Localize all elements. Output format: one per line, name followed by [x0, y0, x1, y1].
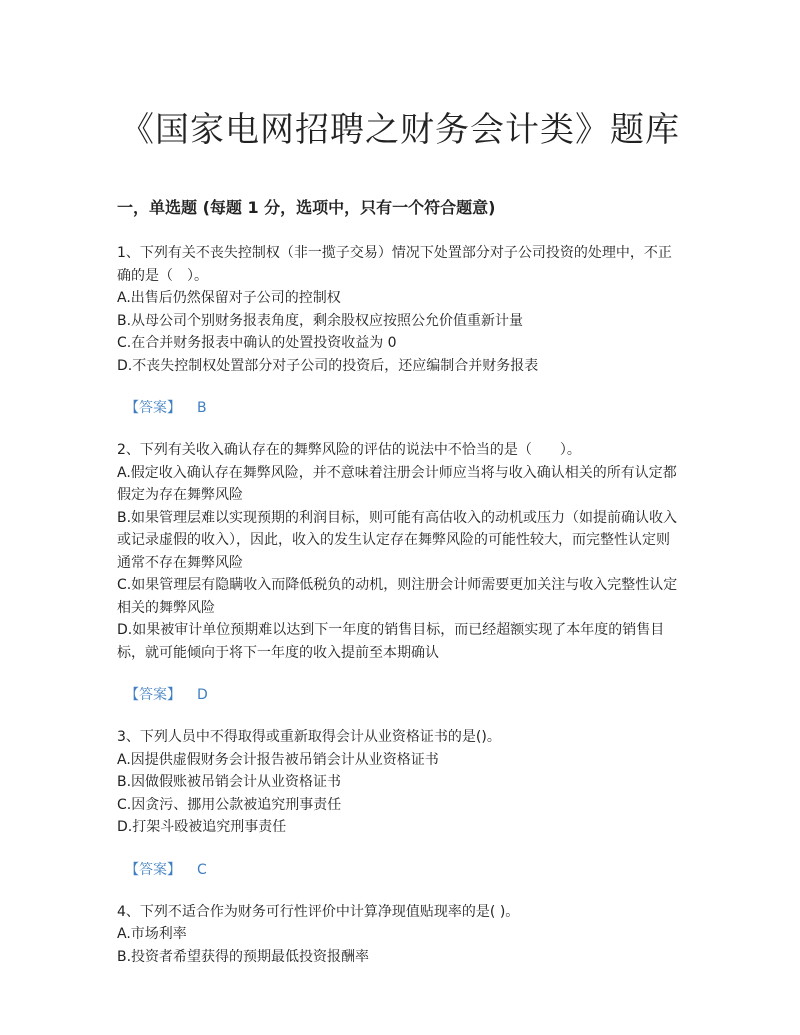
option-list [117, 287, 683, 377]
option-c: C.因贪污、挪用公款被追究刑事责任 [117, 796, 342, 813]
answer-line [125, 859, 683, 881]
answer-line [125, 397, 683, 419]
question-list [117, 242, 683, 968]
question-stem: 2、下列有关收入确认存在的舞弊风险的评估的说法中不恰当的是（ ）。 [117, 442, 581, 458]
option-list [117, 462, 683, 665]
question-stem: 4、下列不适合作为财务可行性评价中计算净现值贴现率的是( )。 [117, 903, 520, 920]
option-b: B.如果管理层难以实现预期的利润目标，则可能有高估收入的动机或压力（如提前确认收入或记录虚假的收入），因此，收入的发生认定存在舞弊风险的可能性较大，而完整性认定则通常不存在舞弊风险 [117, 509, 678, 571]
option-a: A.因提供虚假财务会计报告被吊销会计从业资格证书 [117, 751, 439, 768]
question-3 [117, 726, 683, 881]
section-heading: 一，单选题 (每题 1 分，选项中，只有一个符合题意) [117, 198, 496, 217]
option-c: C.如果管理层有隐瞒收入而降低税负的动机，则注册会计师需要更加关注与收入完整性认定相关的舞弊风险 [117, 577, 678, 616]
option-c: C.在合并财务报表中确认的处置投资收益为 0 [117, 335, 397, 351]
answer-label: 【答案】 [125, 861, 181, 878]
answer-line [125, 684, 683, 706]
option-list [117, 749, 683, 839]
option-list [117, 923, 683, 968]
answer-value: C [197, 861, 207, 878]
option-a: A.出售后仍然保留对子公司的控制权 [117, 290, 341, 306]
option-b: B.因做假账被吊销会计从业资格证书 [117, 774, 342, 790]
question-1 [117, 242, 683, 419]
option-a: A.假定收入确认存在舞弊风险，并不意味着注册会计师应当将与收入确认相关的所有认定都假定为存在舞弊风险 [117, 464, 677, 503]
answer-value: D [197, 687, 208, 703]
option-d: D.打架斗殴被追究刑事责任 [117, 819, 287, 835]
option-a: A.市场利率 [117, 926, 187, 942]
option-d: D.不丧失控制权处置部分对子公司的投资后，还应编制合并财务报表 [117, 357, 539, 374]
answer-label: 【答案】 [125, 687, 181, 703]
answer-label: 【答案】 [125, 400, 181, 416]
question-2 [117, 439, 683, 706]
question-stem: 3、下列人员中不得取得或重新取得会计从业资格证书的是()。 [117, 729, 501, 745]
option-b: B.从母公司个别财务报表角度，剩余股权应按照公允价值重新计量 [117, 312, 524, 329]
answer-value: B [197, 400, 207, 416]
question-stem: 1、下列有关不丧失控制权（非一揽子交易）情况下处置部分对子公司投资的处理中，不正确的是（ ）。 [117, 245, 672, 284]
option-b: B.投资者希望获得的预期最低投资报酬率 [117, 948, 370, 965]
document-title: 《国家电网招聘之财务会计类》题库 [120, 110, 680, 150]
option-d: D.如果被审计单位预期难以达到下一年度的销售目标，而已经超额实现了本年度的销售目标，就可能倾向于将下一年度的收入提前至本期确认 [117, 622, 665, 661]
question-4 [117, 901, 683, 969]
